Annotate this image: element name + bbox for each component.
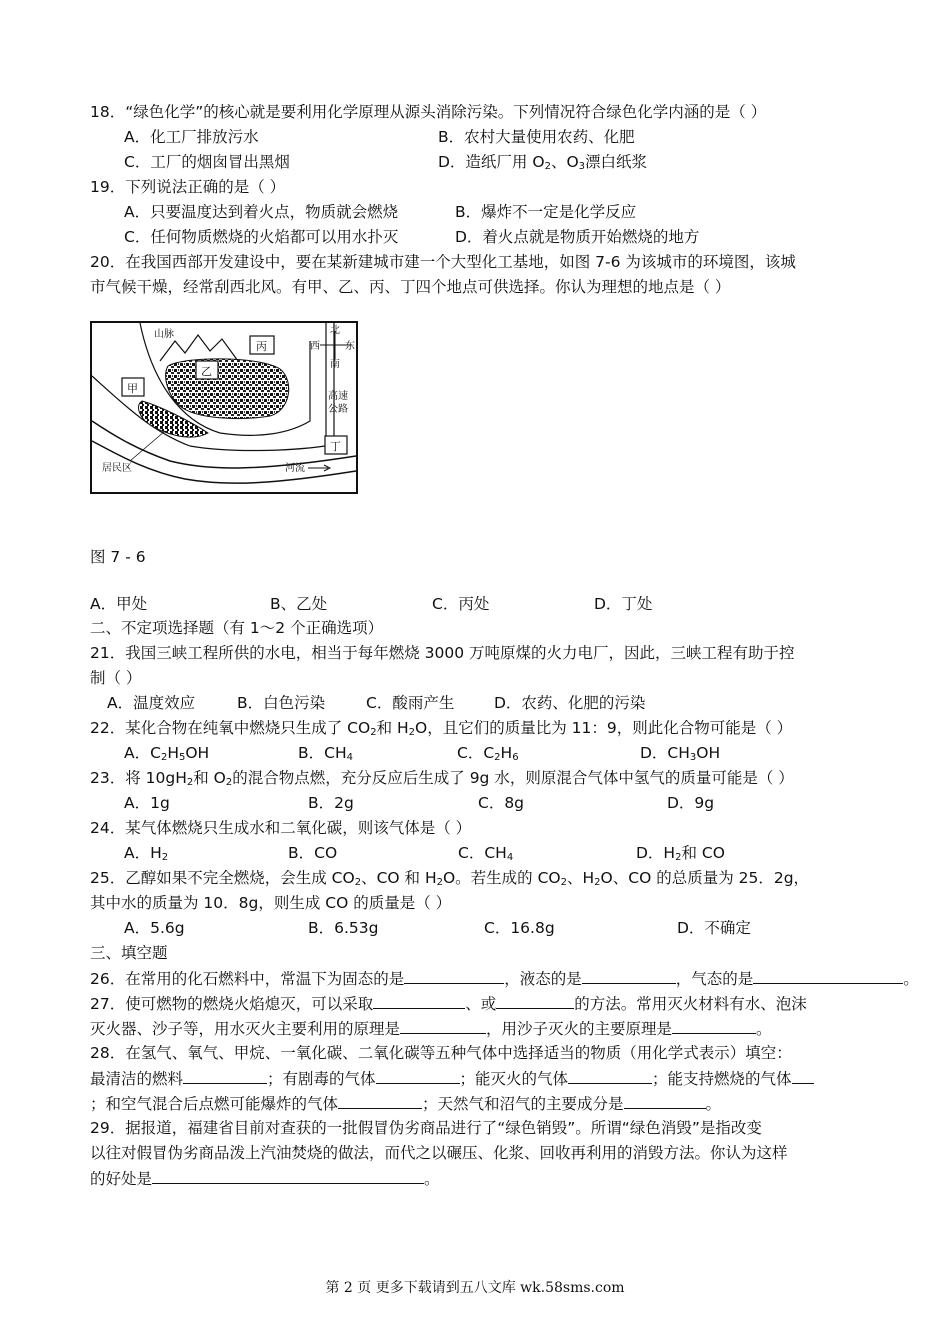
q20-stem-line-2: 市气候干燥，经常刮西北风。有甲、乙、丙、丁四个地点可供选择。你认为理想的地点是（ ） [90, 278, 731, 296]
q28-stem: 28．在氢气、氧气、甲烷、一氧化碳、二氧化碳等五种气体中选择适当的物质（用化学式表示）填空： [90, 1044, 792, 1062]
q22-stem: 22．某化合物在纯氧中燃烧只生成了 $CO_2$和 $H_2O$，且它们的质量比为 11：9，则此化合物可能是（ ） [90, 719, 793, 738]
q23-option-d: D．9g [667, 794, 715, 812]
compass-north: 北 [330, 325, 340, 336]
site-ding-label: 丁 [330, 440, 341, 453]
q22-option-b: B．$CH_4$ [298, 744, 353, 763]
q20-option-a: A．甲处 [90, 595, 148, 613]
compass-east: 东 [345, 341, 355, 352]
q21-option-c: C．酸雨产生 [366, 694, 455, 712]
q28-blank-extinguish-gas[interactable] [568, 1066, 652, 1084]
compass-south: 南 [330, 359, 340, 370]
q27-blank-2[interactable] [496, 991, 574, 1009]
site-bing-label: 丙 [256, 340, 267, 353]
q21-stem-line-1: 21．我国三峡工程所供的水电，相当于每年燃烧 3000 万吨原煤的火力电厂，因此，三峡工程有助于控 [90, 644, 795, 662]
q28-line-2: 最清洁的燃料 ；有剧毒的气体 ；能灭火的气体 ；能支持燃烧的气体 [90, 1066, 814, 1090]
q28-blank-natural-gas[interactable] [624, 1091, 706, 1109]
q29-blank-benefit[interactable] [152, 1166, 424, 1184]
map-label-highway-1: 高速 [328, 391, 348, 402]
q19-option-b: B．爆炸不一定是化学反应 [455, 203, 637, 221]
q18-stem: 18．“绿色化学”的核心就是要利用化学原理从源头消除污染。下列情况符合绿色化学内涵的是（ ） [90, 103, 767, 121]
map-label-highway-2: 公路 [328, 404, 348, 415]
q28-blank-toxic-gas[interactable] [376, 1066, 460, 1084]
map-label-river: 河流 [285, 463, 305, 474]
q21-stem-line-2: 制（ ） [90, 669, 142, 687]
q27-blank-1[interactable] [373, 991, 465, 1009]
q25-option-c: C．16.8g [484, 919, 555, 937]
q24-option-d: D．$H_2$和 CO [636, 844, 725, 863]
q25-option-d: D．不确定 [677, 919, 751, 937]
q20-option-d: D．丁处 [594, 595, 653, 613]
section-2-title: 二、不定项选择题（有 1～2 个正确选项） [90, 619, 384, 637]
map-label-residential: 居民区 [102, 463, 132, 474]
q26-blank-solid[interactable] [404, 966, 504, 984]
q21-option-d: D．农药、化肥的污染 [494, 694, 646, 712]
q19-option-c: C．任何物质燃烧的火焰都可以用水扑灭 [124, 228, 399, 246]
q28-blank-explosive-gas[interactable] [338, 1091, 422, 1109]
q23-option-c: C．8g [478, 794, 525, 812]
q23-option-a: A．1g [124, 794, 170, 812]
figure-caption: 图 7 - 6 [90, 548, 146, 566]
q19-option-d: D．着火点就是物质开始燃烧的地方 [455, 228, 700, 246]
q24-option-c: C．$CH_4$ [458, 844, 514, 863]
q25-stem-line-2: 其中水的质量为 10．8g，则生成 CO 的质量是（ ） [90, 894, 452, 912]
q23-option-b: B．2g [308, 794, 354, 812]
q20-option-c: C．丙处 [432, 595, 490, 613]
q29-line-2: 以往对假冒伪劣商品泼上汽油焚烧的做法，而代之以碾压、化浆、回收再利用的消毁方法。你认为这样 [90, 1144, 788, 1162]
q23-stem: 23．将 $10gH_2$和 $O_2$的混合物点燃，充分反应后生成了 9g 水，则原混合气体中氢气的质量可能是（ ） [90, 769, 794, 788]
q25-option-b: B．6.53g [308, 919, 379, 937]
city-environment-map [90, 321, 358, 494]
section-3-title: 三、填空题 [90, 944, 168, 962]
q22-option-c: C．$C_2H_6$ [457, 744, 519, 763]
q25-option-a: A．5.6g [124, 919, 185, 937]
q27-blank-water[interactable] [400, 1016, 486, 1034]
q18-option-b: B．农村大量使用农药、化肥 [438, 128, 635, 146]
compass-west: 西 [310, 341, 320, 352]
q28-line-3: ；和空气混合后点燃可能爆炸的气体 ；天然气和沼气的主要成分是 。 [90, 1091, 721, 1115]
site-jia-label: 甲 [127, 382, 138, 395]
q19-stem: 19．下列说法正确的是（ ） [90, 178, 286, 196]
q27-line-2: 灭火器、沙子等，用水灭火主要利用的原理是 ，用沙子灭火的主要原理是 。 [90, 1016, 772, 1040]
q21-option-a: A．温度效应 [107, 694, 196, 712]
q24-option-b: B．CO [288, 844, 338, 862]
q28-blank-clean-fuel[interactable] [183, 1066, 267, 1084]
q25-stem-line-1: 25．乙醇如果不完全燃烧，会生成 $CO_2$、CO 和 $H_2O$。若生成的 $CO_2$、$H_2O$、CO 的总质量为 25．2g， [90, 869, 810, 888]
q21-option-b: B．白色污染 [237, 694, 326, 712]
q29-line-1: 29．据报道，福建省目前对查获的一批假冒伪劣商品进行了“绿色销毁”。所谓“绿色消毁”是指改变 [90, 1119, 762, 1137]
q18-option-c: C．工厂的烟囱冒出黑烟 [124, 153, 290, 171]
q24-option-a: A．$H_2$ [124, 844, 169, 863]
q20-option-b: B、乙处 [270, 595, 328, 613]
q19-option-a: A．只要温度达到着火点，物质就会燃烧 [124, 203, 399, 221]
q26-text: 26．在常用的化石燃料中，常温下为固态的是 ，液态的是 ，气态的是 。 [90, 966, 919, 990]
q18-option-d: D．造纸厂用 $O_2$、$O_3$漂白纸浆 [438, 153, 648, 172]
q26-blank-gas[interactable] [753, 966, 903, 984]
q27-blank-sand[interactable] [672, 1016, 756, 1034]
q26-blank-liquid[interactable] [582, 966, 676, 984]
q20-stem-line-1: 20．在我国西部开发建设中，要在某新建城市建一个大型化工基地，如图 7-6 为该城市的环境图，该城 [90, 253, 796, 271]
map-label-mountain: 山脉 [154, 329, 174, 340]
q24-stem: 24．某气体燃烧只生成水和二氧化碳，则该气体是（ ） [90, 819, 472, 837]
page-footer: 第 2 页 更多下载请到五八文库 wk.58sms.com [325, 1280, 625, 1296]
q29-line-3: 的好处是 。 [90, 1166, 440, 1190]
q18-option-a: A．化工厂排放污水 [124, 128, 259, 146]
q22-option-d: D．$CH_3OH$ [640, 744, 721, 763]
q28-blank-support-gas[interactable] [792, 1066, 814, 1084]
q27-line-1: 27．使可燃物的燃烧火焰熄灭，可以采取 、或 的方法。常用灭火材料有水、泡沫 [90, 991, 807, 1015]
q22-option-a: A．$C_2H_5OH$ [124, 744, 210, 763]
site-yi-label: 乙 [201, 365, 212, 378]
